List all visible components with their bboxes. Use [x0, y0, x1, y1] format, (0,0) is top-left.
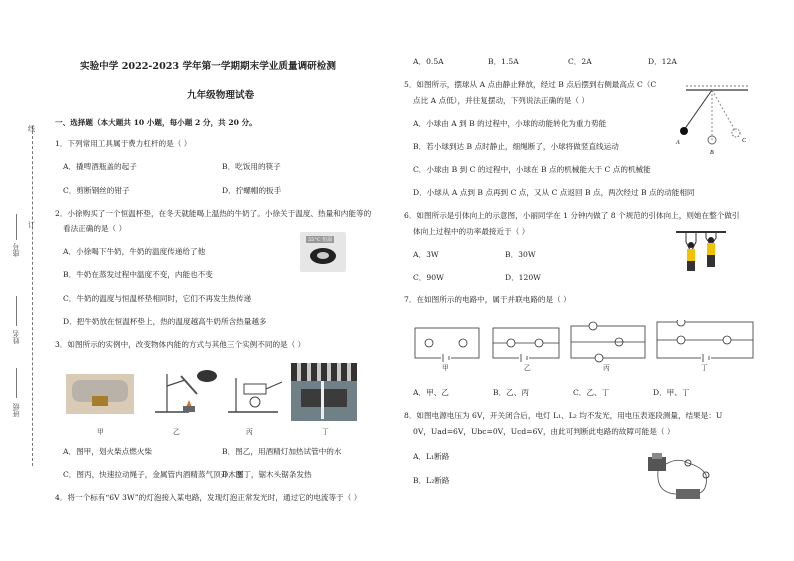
q3-caption-yi: 乙 — [173, 428, 180, 436]
q6-option-c: C．90W — [413, 273, 444, 282]
class-label: 班级 — [12, 403, 20, 417]
exam-subtitle: 九年级物理试卷 — [187, 90, 255, 101]
label-b: B — [710, 150, 714, 156]
q2-option-c: C．牛奶的温度与恒温杯垫相同时，它们不再发生热传递 — [63, 294, 252, 303]
q6-stem-line1: 6．如图所示是引体向上的示意图，小丽同学在 1 分钟内做了 8 个规范的引体向上，则她在整个做引 — [404, 211, 740, 220]
q2-stem-line2: 看法正确的是（ ） — [63, 224, 127, 233]
heated-pad-image — [300, 232, 346, 272]
cut-mark-mid: 订 — [28, 221, 35, 229]
section-heading: 一、选择题（本大题共 10 小题，每小题 2 分，共 20 分。 — [55, 118, 257, 127]
q3-picture-yi — [145, 366, 225, 416]
q2-option-d: D．把牛奶放在恒温杯垫上，热的温度越高牛奶所含热量越多 — [63, 317, 267, 326]
q7-caption-ding: 丁 — [701, 364, 708, 372]
q5-option-c: C．小球由 B 到 C 的过程中，小球在 B 点的机械能大于 C 点的机械能 — [413, 165, 651, 174]
q1-option-b: B．吃饭用的筷子 — [222, 162, 281, 171]
label-a: A — [676, 140, 680, 146]
label-c: C — [742, 138, 747, 144]
q7-option-b: B．乙、丙 — [493, 388, 529, 397]
circuit-bing — [571, 322, 645, 362]
q6-stem-line2: 体向上过程中的功率最接近于（ ） — [413, 227, 530, 236]
q3-option-d: D．图丁，锯木头锯条发热 — [222, 470, 312, 479]
circuit-yi — [493, 328, 559, 362]
q3-picture-bing — [226, 372, 286, 416]
q2-option-a: A．小徐喝下牛奶，牛奶的温度传递给了他 — [63, 247, 206, 256]
name-line — [16, 296, 17, 326]
q8-stem-line1: 8．如图电源电压为 6V，开关闭合后，电灯 L₁、L₂ 均不发光，用电压表逐段测量，结果是：U — [404, 411, 723, 420]
q7-caption-yi: 乙 — [524, 364, 531, 372]
q2-stem-line1: 2．小徐购买了一个恒温杯垫，在冬天就能喝上温热的牛奶了。小徐关于温度、热量和内能等的 — [55, 209, 372, 218]
q7-option-c: C．乙、丁 — [573, 388, 610, 397]
q3-option-a: A．图甲，划火柴点燃火柴 — [63, 447, 153, 456]
q3-caption-jia: 甲 — [97, 428, 104, 436]
q3-caption-bing: 丙 — [246, 428, 253, 436]
q4-option-c: C．2A — [568, 57, 592, 66]
q5-option-d: D．小球从 A 点到 B 点再到 C 点，又从 C 点返回 B 点，两次经过 B 点的动能相同 — [413, 188, 695, 197]
q1-option-d: D．拧螺帽的扳手 — [222, 186, 282, 195]
q8-option-a: A．L₁断路 — [413, 452, 450, 461]
q7-caption-bing: 丙 — [603, 364, 610, 372]
q1-option-c: C．剪断钢丝的钳子 — [63, 186, 130, 195]
heated-pad-label: 55°C 恒温 — [308, 237, 333, 243]
q7-caption-jia: 甲 — [442, 364, 449, 372]
q7-circuits — [411, 320, 763, 372]
binding-line — [32, 126, 33, 466]
pad-disc-center — [317, 252, 329, 259]
q5-stem-line2: 点比 A 点低），并往复摆动，下列说法正确的是（ ） — [413, 96, 589, 105]
q5-option-b: B．若小球到达 B 点时静止，细绳断了，小球将做竖直线运动 — [413, 142, 619, 151]
saw-blade — [321, 381, 324, 419]
q5-stem-line1: 5．如图所示，摆球从 A 点由静止释放，经过 B 点后摆到右侧最高点 C（C — [404, 80, 657, 89]
q3-picture-ding — [291, 363, 357, 421]
seat-line — [16, 214, 17, 240]
q7-stem: 7．在如图所示的电路中，属于并联电路的是（ ） — [404, 295, 571, 304]
q1-stem: 1．下列常用工具属于费力杠杆的是（ ） — [55, 139, 192, 148]
seat-label: 座号 — [12, 243, 20, 257]
q2-option-b: B．牛奶在蒸发过程中温度不变，内能也不变 — [63, 270, 213, 279]
pendulum-diagram — [672, 84, 762, 156]
q8-circuit-diagram — [642, 449, 722, 505]
q1-option-a: A．撬啤酒瓶盖的起子 — [63, 162, 137, 171]
q8-option-b: B．L₂断路 — [413, 476, 450, 485]
circuit-ding — [657, 320, 753, 362]
q3-stem: 3．如图所示的实例中，改变物体内能的方式与其他三个实例不同的是（ ） — [55, 340, 306, 349]
q4-option-a: A．0.5A — [413, 57, 444, 66]
class-line — [16, 368, 17, 398]
q4-option-d: D．12A — [648, 57, 677, 66]
q6-option-d: D．120W — [505, 273, 541, 282]
wood-block — [301, 389, 347, 407]
q3-option-c: C．图丙，快速拉动绳子，金属管内酒精蒸气顶开木塞 — [63, 470, 244, 479]
q7-option-d: D．甲、丁 — [653, 388, 690, 397]
q3-option-b: B．图乙，用酒精灯加热试管中的水 — [222, 447, 342, 456]
exam-title: 实验中学 2022-2023 学年第一学期期末学业质量调研检测 — [80, 61, 336, 72]
q4-option-b: B．1.5A — [488, 57, 519, 66]
pullup-figure — [674, 228, 728, 280]
q8-stem-line2: 0V，Uad=6V，Ubc=0V，Ucd=6V，由此可判断此电路的故障可能是（ ） — [413, 427, 675, 436]
q7-option-a: A．甲、乙 — [413, 388, 449, 397]
matchbox-shape — [92, 396, 108, 406]
q6-option-a: A．3W — [413, 250, 439, 259]
q3-caption-ding: 丁 — [322, 428, 329, 436]
cut-mark-top: 线 — [28, 125, 35, 133]
plaid-shirt — [291, 363, 357, 381]
q3-picture-jia — [66, 374, 134, 414]
q6-option-b: B．30W — [505, 250, 536, 259]
q4-stem: 4．将一个标有“6V 3W”的灯泡接入某电路，发现灯泡正常发光时，通过它的电流等于（ ） — [55, 493, 362, 502]
name-label: 姓名 — [12, 330, 20, 344]
q5-option-a: A．小球由 A 到 B 的过程中，小球的动能转化为重力势能 — [413, 119, 607, 128]
circuit-jia — [415, 328, 479, 362]
